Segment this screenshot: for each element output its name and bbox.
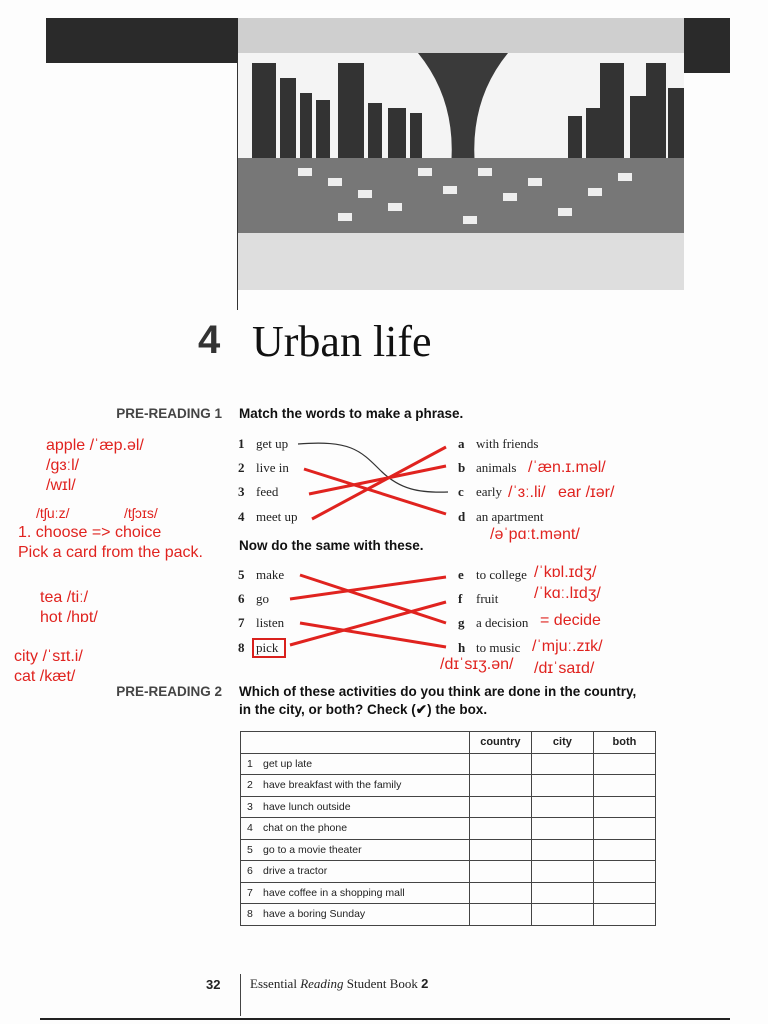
- note-ear: ear /ɪər/: [558, 484, 615, 501]
- activity-label: 1 get up late: [241, 753, 470, 775]
- checkbox-both[interactable]: [593, 775, 655, 797]
- match-right-h: h to music: [458, 640, 521, 655]
- pre-reading-2-instruction-2: in the city, or both? Check (✔) the box.: [239, 702, 488, 717]
- red-line-5g: [300, 575, 446, 623]
- checkbox-country[interactable]: [469, 882, 531, 904]
- match-right-d: d an apartment: [458, 509, 544, 524]
- pre-reading-2-label: PRE-READING 2: [116, 684, 222, 699]
- page-number: 32: [206, 977, 221, 992]
- activity-label: 7 have coffee in a shopping mall: [241, 882, 470, 904]
- chapter-number: 4: [198, 318, 221, 362]
- note-cat: cat /kæt/: [14, 668, 76, 685]
- match-left-6: 6 go: [238, 591, 269, 606]
- table-row: [241, 839, 656, 861]
- table-row: [241, 796, 656, 818]
- note-college-2: /ˈkɑː.lɪdʒ/: [534, 585, 601, 602]
- chapter-title: Urban life: [252, 317, 432, 366]
- note-decide: = decide: [540, 612, 601, 629]
- match-left-4: 4 meet up: [238, 509, 298, 524]
- checkbox-country[interactable]: [469, 861, 531, 883]
- page-bottom-rule: [40, 1018, 730, 1020]
- checkbox-country[interactable]: [469, 753, 531, 775]
- checkbox-city[interactable]: [531, 818, 593, 840]
- note-tea: tea /tiː/: [40, 589, 89, 606]
- table-header-row: [241, 732, 656, 754]
- checkbox-both[interactable]: [593, 753, 655, 775]
- red-line-8f: [290, 602, 446, 645]
- checkbox-country[interactable]: [469, 796, 531, 818]
- checkbox-city[interactable]: [531, 839, 593, 861]
- note-juice: /tʃuːz/: [36, 505, 70, 521]
- note-animals: /ˈæn.ɪ.məl/: [528, 459, 606, 476]
- table-row: [241, 861, 656, 883]
- checkbox-both[interactable]: [593, 882, 655, 904]
- match-left-1: 1 get up: [238, 436, 289, 451]
- checkbox-city[interactable]: [531, 775, 593, 797]
- checkbox-country[interactable]: [469, 904, 531, 926]
- table-row: [241, 753, 656, 775]
- note-decide-ipa: /dɪˈsaɪd/: [534, 660, 595, 677]
- header-blank: [241, 732, 470, 754]
- checkbox-both[interactable]: [593, 818, 655, 840]
- note-music: /ˈmjuː.zɪk/: [532, 638, 603, 655]
- checkbox-country[interactable]: [469, 818, 531, 840]
- pre-reading-1-instruction-2: Now do the same with these.: [239, 538, 424, 553]
- note-early: /ˈɜː.li/: [508, 484, 546, 501]
- checkbox-city[interactable]: [531, 861, 593, 883]
- match-right-g: g a decision: [458, 615, 529, 630]
- note-pick-card: Pick a card from the pack.: [18, 544, 203, 561]
- checkbox-country[interactable]: [469, 775, 531, 797]
- header-country: country: [469, 732, 531, 754]
- match-left-8: 8 pick: [238, 640, 279, 655]
- pre-reading-1-instruction: Match the words to make a phrase.: [239, 406, 464, 421]
- match-left-7: 7 listen: [238, 615, 285, 630]
- pre-reading-1-label: PRE-READING 1: [116, 406, 222, 421]
- note-apple: apple /ˈæp.əl/: [46, 437, 144, 454]
- table-row: [241, 882, 656, 904]
- checkbox-city[interactable]: [531, 904, 593, 926]
- checkbox-city[interactable]: [531, 796, 593, 818]
- note-city: city /ˈsɪt.i/: [14, 648, 83, 665]
- note-apartment: /əˈpɑːt.mənt/: [490, 526, 580, 543]
- note-decision: /dɪˈsɪʒ.ən/: [440, 656, 514, 673]
- note-choose: 1. choose => choice: [18, 524, 162, 541]
- note-choice: /tʃɔɪs/: [124, 505, 158, 521]
- match-right-f: f fruit: [458, 591, 499, 606]
- note-will: /wɪl/: [46, 477, 76, 494]
- checkbox-both[interactable]: [593, 904, 655, 926]
- match-right-e: e to college: [458, 567, 527, 582]
- table-row: [241, 818, 656, 840]
- red-line-3b: [309, 466, 446, 494]
- header-both: both: [593, 732, 655, 754]
- match-right-b: b animals: [458, 460, 517, 475]
- note-hot: hot /hɒt/: [40, 609, 98, 626]
- footer-book-title: Essential Reading Student Book 2: [250, 976, 429, 991]
- match-right-a: a with friends: [458, 436, 539, 451]
- table-row: [241, 904, 656, 926]
- checkbox-city[interactable]: [531, 882, 593, 904]
- activity-label: 3 have lunch outside: [241, 796, 470, 818]
- footer-divider: [240, 974, 241, 1016]
- checkbox-both[interactable]: [593, 839, 655, 861]
- match-right-c: c early: [458, 484, 502, 499]
- activity-label: 6 drive a tractor: [241, 861, 470, 883]
- note-girl: /ɡɜːl/: [46, 457, 80, 474]
- match-left-2: 2 live in: [238, 460, 289, 475]
- checkbox-country[interactable]: [469, 839, 531, 861]
- match-left-3: 3 feed: [238, 484, 279, 499]
- checkbox-city[interactable]: [531, 753, 593, 775]
- checkbox-both[interactable]: [593, 861, 655, 883]
- activity-label: 2 have breakfast with the family: [241, 775, 470, 797]
- checkbox-both[interactable]: [593, 796, 655, 818]
- note-college-1: /ˈkɒl.ɪdʒ/: [534, 564, 597, 581]
- match-left-5: 5 make: [238, 567, 285, 582]
- pre-reading-2-instruction-1: Which of these activities do you think are done in the country,: [239, 684, 637, 699]
- table-row: [241, 775, 656, 797]
- activity-label: 8 have a boring Sunday: [241, 904, 470, 926]
- activity-label: 5 go to a movie theater: [241, 839, 470, 861]
- header-city: city: [531, 732, 593, 754]
- activity-label: 4 chat on the phone: [241, 818, 470, 840]
- activities-table: [240, 731, 656, 926]
